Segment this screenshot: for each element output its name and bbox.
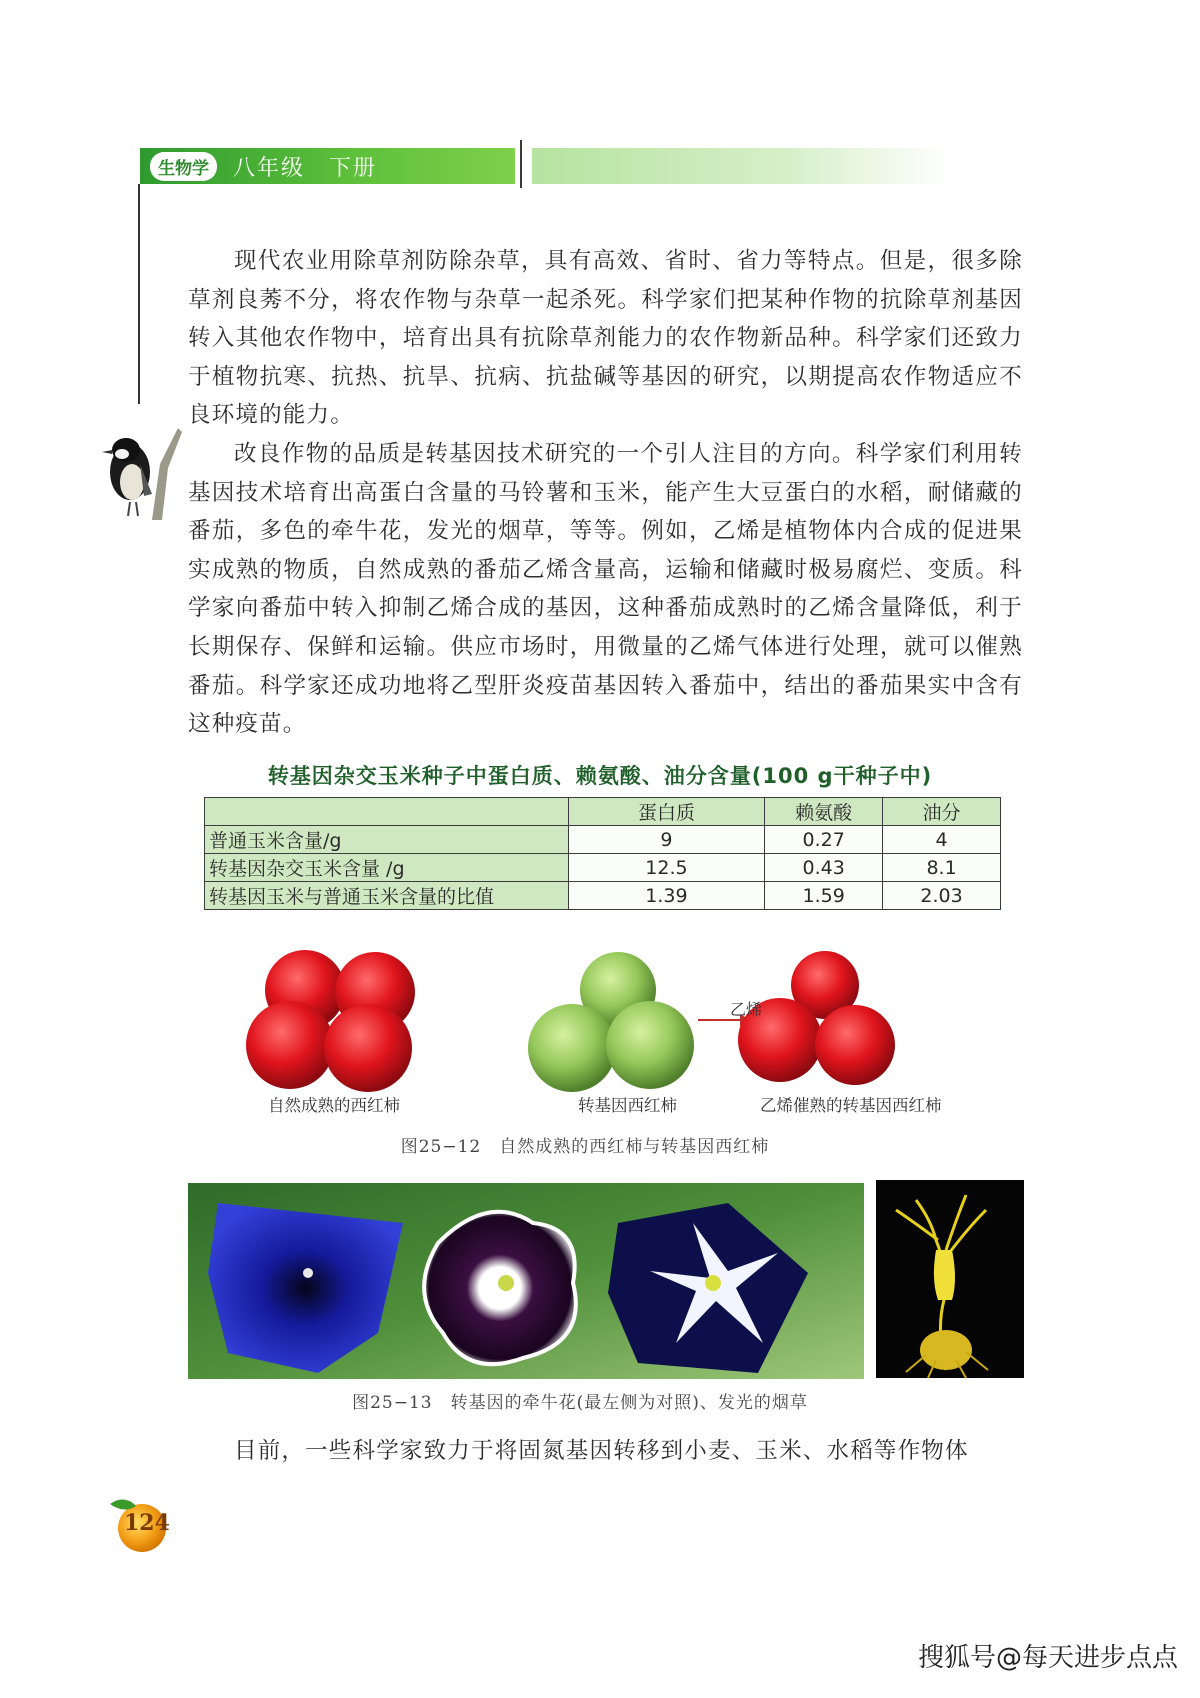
page-number: 124 [124,1510,170,1536]
table-cell: 1.59 [765,882,883,910]
header-band [140,148,515,184]
table-row [205,826,1001,854]
header-fade-bar [532,148,952,184]
figure-13-caption: 图25−13 转基因的牵牛花(最左侧为对照)、发光的烟草 [352,1393,808,1413]
table-cell: 9 [568,826,765,854]
table-cell: 1.39 [568,882,765,910]
paragraph-1: 现代农业用除草剂防除杂草，具有高效、省时、省力等特点。但是，很多除草剂良莠不分，将农作物与杂草一起杀死。科学家们把某种作物的抗除草剂基因转入其他农作物中，培育出具有抗除草剂能力的农作物新品种。科学家们还致力于植物抗寒、抗热、抗旱、抗病、抗盐碱等基因的研究，以期提高农作物适应不良环境的能力。 [188,248,1023,429]
paragraph-2: 改良作物的品质是转基因技术研究的一个引人注目的方向。科学家们利用转基因技术培育出高蛋白含量的马铃薯和玉米，能产生大豆蛋白的水稻，耐储藏的番茄，多色的牵牛花，发光的烟草，等等。例如，乙烯是植物体内合成的促进果实成熟的物质，自然成熟的番茄乙烯含量高，运输和储藏时极易腐烂、变质。科学家向番茄中转入抑制乙烯合成的基因，这种番茄成熟时的乙烯含量降低，利于长期保存、保鲜和运输。供应市场时，用微量的乙烯气体进行处理，就可以催熟番茄。科学家还成功地将乙型肝炎疫苗基因转入番茄中，结出的番茄果实中含有这种疫苗。 [188,441,1023,738]
table-corner-cell [205,798,569,826]
table-header-cell: 赖氨酸 [765,798,883,826]
table-cell: 0.27 [765,826,883,854]
table-cell: 8.1 [883,854,1001,882]
table-header-row [205,798,1001,826]
row-label: 转基因玉米与普通玉米含量的比值 [205,882,569,910]
row-label: 转基因杂交玉米含量 /g [205,854,569,882]
header-divider [520,140,522,188]
table-cell: 4 [883,826,1001,854]
row-label: 普通玉米含量/g [205,826,569,854]
grade-label: 八年级 下册 [233,155,378,181]
glowing-tobacco-photo [876,1180,1024,1378]
paragraph-3: 目前，一些科学家致力于将固氮基因转移到小麦、玉米、水稻等作物体 [234,1438,969,1464]
tomato-figure [240,950,960,1100]
petunia-photo [188,1183,864,1379]
table-row [205,882,1001,910]
arrow-label: 乙烯 [730,1000,763,1019]
table-header-cell: 油分 [883,798,1001,826]
figure-12-caption: 图25−12 自然成熟的西红柿与转基因西红柿 [400,1137,770,1157]
bird-icon [100,424,182,520]
fruit-label: 自然成熟的西红柿 [268,1096,400,1115]
margin-line [138,184,140,404]
subject-badge: 生物学 [150,152,217,181]
table-cell: 2.03 [883,882,1001,910]
green-tomato-group [528,952,694,1092]
table-title: 转基因杂交玉米种子中蛋白质、赖氨酸、油分含量(100 g干种子中) [267,764,933,788]
table-cell: 0.43 [765,854,883,882]
table-cell: 12.5 [568,854,765,882]
corn-content-table [204,797,1001,910]
fruit-label: 转基因西红柿 [578,1096,677,1115]
watermark-text: 搜狐号@每天进步点点 [917,1643,1178,1673]
table-row [205,854,1001,882]
fruit-label: 乙烯催熟的转基因西红柿 [760,1096,942,1115]
table-header-cell: 蛋白质 [568,798,765,826]
ripe-tomato-group [246,950,415,1092]
